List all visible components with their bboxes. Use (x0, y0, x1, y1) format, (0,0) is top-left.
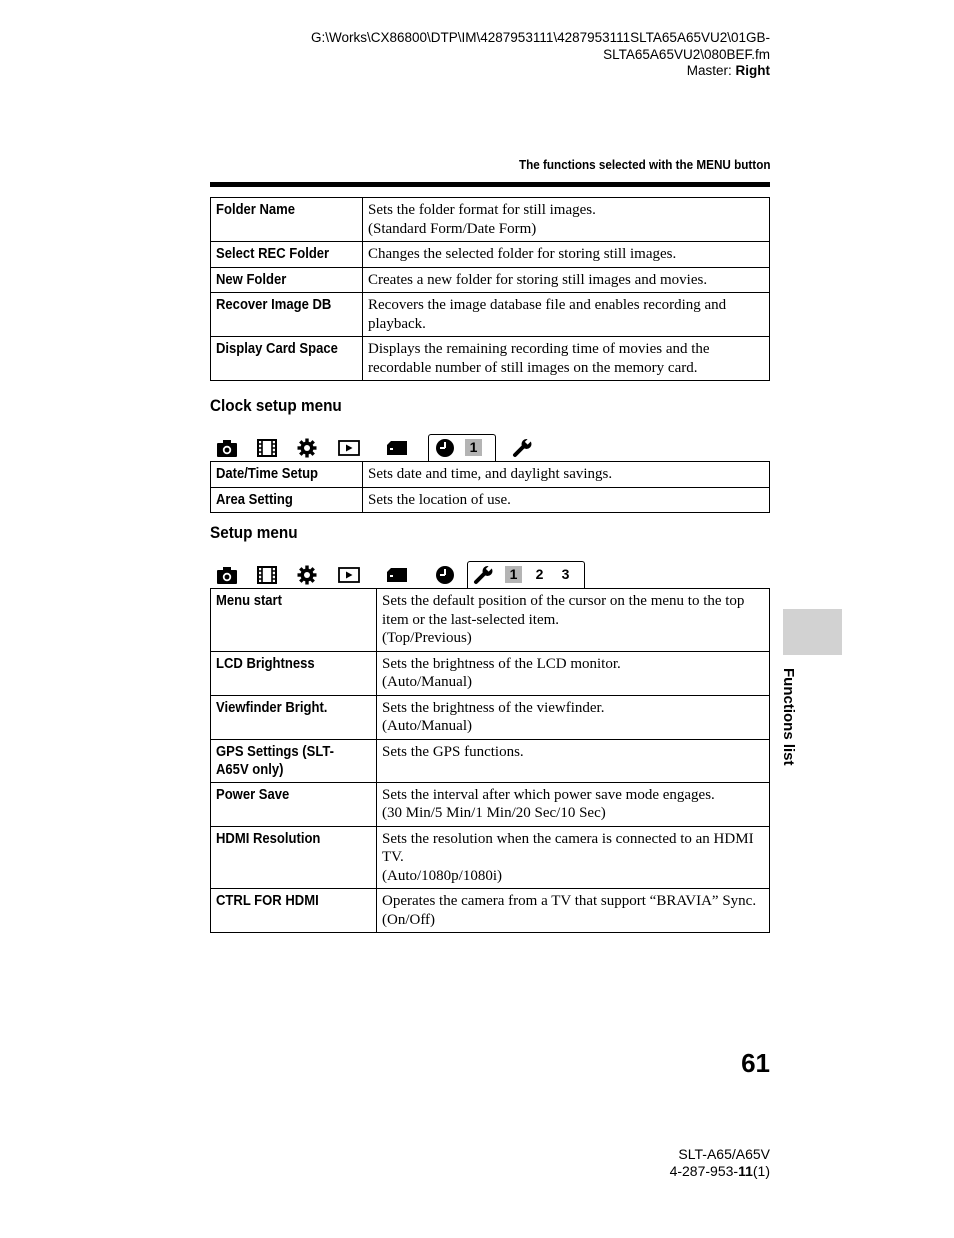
setting-name: Select REC Folder (216, 246, 330, 262)
setup-table-row (211, 739, 770, 782)
setup-table-row (211, 651, 770, 695)
setting-description-cell (377, 695, 770, 739)
setting-description-cell (377, 826, 770, 889)
setting-description-cell (363, 337, 770, 381)
clock-table-body (211, 462, 770, 513)
footer (670, 1146, 770, 1180)
clock-page-1: 1 (465, 439, 482, 456)
setting-name-cell (211, 337, 363, 381)
setting-name: Recover Image DB (216, 297, 332, 313)
clock-table-row (211, 462, 770, 488)
clock-icon (434, 438, 456, 458)
master-label: Master: (686, 63, 736, 78)
setting-name-cell (211, 695, 377, 739)
clock-setup-table (210, 461, 770, 513)
setting-name-cell (211, 826, 377, 889)
footer-code-bold: 11 (738, 1163, 753, 1179)
setting-description-line: (On/Off) (382, 911, 436, 928)
setup-table-row (211, 826, 770, 889)
setting-name: Display Card Space (216, 341, 338, 357)
setting-name-cell (211, 589, 377, 652)
setting-description-line: Recovers the image database file and enables recording and playback. (368, 297, 727, 332)
setup-menu-title: Setup menu (210, 523, 298, 542)
setting-description-line: (Standard Form/Date Form) (368, 220, 537, 237)
setting-description-line: Sets the folder format for still images. (368, 202, 596, 218)
folder-table-row (211, 337, 770, 381)
setting-description-line: Sets the default position of the cursor on the menu to the top item or the last-selected item. (382, 593, 745, 628)
setting-description-line: (Auto/Manual) (382, 718, 472, 734)
setting-description-cell (363, 198, 770, 242)
memory-card-icon (386, 565, 408, 585)
setting-name: Power Save (216, 786, 290, 803)
file-path-line2: SLTA65A65VU2\080BEF.fm (603, 46, 770, 62)
folder-table-row (211, 267, 770, 293)
setting-name-cell (211, 267, 363, 293)
setting-description-cell (377, 782, 770, 826)
setting-name: CTRL FOR HDMI (216, 893, 319, 909)
movie-icon (256, 565, 278, 585)
setup-page-2: 2 (535, 566, 544, 582)
setting-description-line: Operates the camera from a TV that support “BRAVIA” Sync. (382, 893, 757, 909)
clock-menu-icon-bar (210, 434, 770, 462)
section-thumb-tab (783, 609, 842, 655)
setting-description-line: (Auto/Manual) (382, 674, 472, 690)
setting-name: GPS Settings (SLT-A65V only) (216, 743, 334, 778)
setting-description-line: Sets the brightness of the LCD monitor. (382, 655, 621, 672)
setup-menu-table (210, 588, 770, 933)
file-path-header (311, 30, 770, 80)
clock-table-row (211, 487, 770, 513)
running-head: The functions selected with the MENU button (518, 157, 770, 172)
setting-description-line: Creates a new folder for storing still images and movies. (368, 271, 708, 288)
setting-description-line: Changes the selected folder for storing still images. (368, 246, 677, 262)
setting-name: Viewfinder Bright. (216, 699, 328, 716)
playback-icon (338, 565, 360, 585)
side-label (780, 668, 800, 778)
footer-code-prefix: 4-287-953- (669, 1163, 739, 1179)
file-path-line1: G:\Works\CX86800\DTP\IM\4287953111\4287953111SLTA65A65VU2\01GB- (310, 30, 770, 45)
setting-name: Menu start (216, 593, 282, 609)
setting-description-cell (363, 242, 770, 268)
setting-description-cell (363, 267, 770, 293)
setting-name-cell (211, 487, 363, 513)
setup-table-row (211, 782, 770, 826)
setting-description-cell (377, 589, 770, 652)
setting-description-line: (Top/Previous) (382, 630, 472, 646)
clock-setup-title: Clock setup menu (210, 396, 342, 415)
footer-model: SLT-A65/A65V (678, 1146, 770, 1162)
setup-menu-icon-bar (210, 561, 770, 589)
master-value: Right (735, 63, 770, 78)
footer-code (670, 1163, 770, 1180)
playback-icon (338, 438, 360, 458)
setting-name-cell (211, 462, 363, 488)
folder-table-row (211, 293, 770, 337)
setting-name-cell (211, 782, 377, 826)
footer-code-suffix: (1) (752, 1163, 770, 1179)
folder-table-row (211, 242, 770, 268)
folder-table-row (211, 198, 770, 242)
movie-icon (256, 438, 278, 458)
setting-description-line: Sets date and time, and daylight savings. (368, 466, 613, 482)
camera-icon (216, 438, 238, 458)
setting-name-cell (211, 198, 363, 242)
setting-description-line: (30 Min/5 Min/1 Min/20 Sec/10 Sec) (382, 805, 606, 821)
memory-card-icon (386, 438, 408, 458)
wrench-icon (512, 438, 534, 458)
setup-table-row (211, 589, 770, 652)
page-number: 61 (741, 1048, 770, 1078)
setting-description-line: (Auto/1080p/1080i) (382, 867, 502, 884)
setting-description-line: Displays the remaining recording time of movies and the recordable number of still images on the memory card. (368, 341, 710, 376)
setting-description-cell (363, 487, 770, 513)
setting-description-line: Sets the GPS functions. (382, 743, 524, 760)
setting-name-cell (211, 651, 377, 695)
setup-table-row (211, 695, 770, 739)
wrench-icon (473, 565, 495, 585)
setting-name: Date/Time Setup (216, 466, 319, 482)
setting-description-line: Sets the interval after which power save mode engages. (382, 786, 715, 803)
header-rule (210, 182, 770, 187)
setting-name: Area Setting (216, 491, 293, 508)
setting-name: LCD Brightness (216, 655, 315, 672)
setting-description-cell (363, 293, 770, 337)
side-label-text: Functions list (780, 668, 797, 766)
setting-name: Folder Name (216, 202, 296, 218)
setting-name: New Folder (216, 271, 287, 288)
setting-description-cell (363, 462, 770, 488)
setting-description-line: Sets the location of use. (368, 491, 511, 508)
setting-description-line: Sets the brightness of the viewfinder. (382, 699, 605, 716)
folder-table-body (211, 198, 770, 381)
setup-page-1: 1 (505, 566, 522, 583)
setup-table-row (211, 889, 770, 933)
clock-icon (434, 565, 456, 585)
setting-name-cell (211, 889, 377, 933)
setting-name-cell (211, 739, 377, 782)
setting-description-cell (377, 651, 770, 695)
camera-icon (216, 565, 238, 585)
setting-name-cell (211, 293, 363, 337)
gear-icon (296, 565, 318, 585)
setting-name: HDMI Resolution (216, 830, 321, 847)
master-line (311, 63, 770, 80)
setup-page-3: 3 (561, 566, 570, 582)
gear-icon (296, 438, 318, 458)
setting-description-cell (377, 889, 770, 933)
setting-name-cell (211, 242, 363, 268)
setting-description-line: Sets the resolution when the camera is connected to an HDMI TV. (382, 830, 754, 865)
setting-description-cell (377, 739, 770, 782)
folder-settings-table (210, 197, 770, 381)
setup-table-body (211, 589, 770, 933)
